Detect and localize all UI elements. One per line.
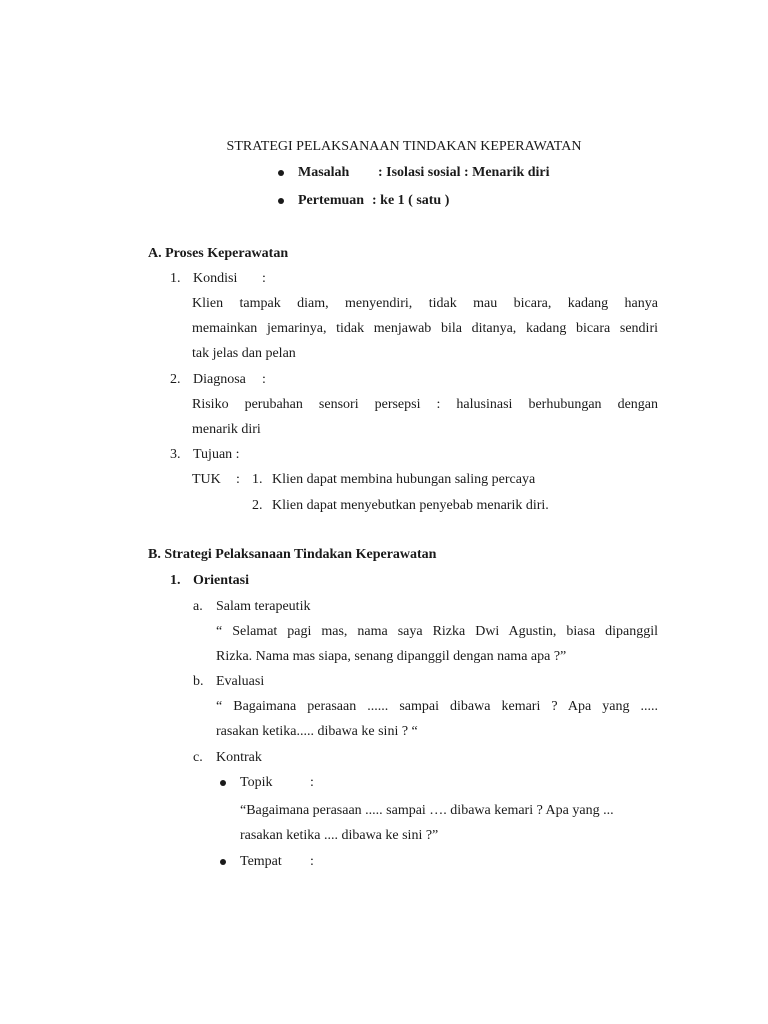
tempat-colon: : (310, 854, 314, 869)
bullet-icon (278, 170, 284, 176)
pertemuan-value: : ke 1 ( satu ) (372, 193, 450, 208)
kontrak-letter: c. (193, 750, 203, 765)
diagnosa-colon: : (262, 372, 266, 387)
salam-label: Salam terapeutik (216, 599, 311, 614)
topik-text-line: rasakan ketika .... dibawa ke sini ?” (240, 828, 439, 843)
kontrak-label: Kontrak (216, 750, 262, 765)
section-a-heading: A. Proses Keperawatan (148, 246, 289, 261)
tuk-label: TUK (192, 472, 221, 487)
tuk-item-number: 1. (252, 472, 263, 487)
evaluasi-letter: b. (193, 674, 204, 689)
orientasi-number: 1. (170, 573, 181, 588)
bullet-icon (220, 780, 226, 786)
bullet-icon (220, 859, 226, 865)
evaluasi-text-line: “ Bagaimana perasaan ...... sampai dibawa kemari ? Apa yang ..... (216, 699, 658, 714)
diagnosa-label: Diagnosa (193, 372, 246, 387)
salam-text-line: “ Selamat pagi mas, nama saya Rizka Dwi Agustin, biasa dipanggil (216, 624, 658, 639)
tuk-item: Klien dapat menyebutkan penyebab menarik diri. (272, 498, 549, 513)
kondisi-number: 1. (170, 271, 181, 286)
kondisi-label: Kondisi (193, 271, 238, 286)
tuk-item: Klien dapat membina hubungan saling percaya (272, 472, 536, 487)
diagnosa-text-line: Risiko perubahan sensori persepsi : halusinasi berhubungan dengan (192, 397, 658, 412)
masalah-label: Masalah (298, 165, 350, 180)
evaluasi-label: Evaluasi (216, 674, 265, 689)
kondisi-colon: : (262, 271, 266, 286)
pertemuan-label: Pertemuan (298, 193, 365, 208)
section-b-heading: B. Strategi Pelaksanaan Tindakan Keperawatan (148, 547, 437, 562)
tempat-label: Tempat (240, 854, 282, 869)
masalah-value: : Isolasi sosial : Menarik diri (378, 165, 550, 180)
page-title: STRATEGI PELAKSANAAN TINDAKAN KEPERAWATAN (226, 139, 582, 154)
salam-text-line: Rizka. Nama mas siapa, senang dipanggil dengan nama apa ?” (216, 649, 567, 664)
bullet-icon (278, 198, 284, 204)
salam-letter: a. (193, 599, 203, 614)
kondisi-text-line: tak jelas dan pelan (192, 346, 296, 361)
evaluasi-text-line: rasakan ketika..... dibawa ke sini ? “ (216, 724, 418, 739)
tujuan-number: 3. (170, 447, 181, 462)
diagnosa-number: 2. (170, 372, 181, 387)
kondisi-text-line: memainkan jemarinya, tidak menjawab bila ditanya, kadang bicara sendiri (192, 321, 658, 336)
topik-colon: : (310, 775, 314, 790)
topik-text-line: “Bagaimana perasaan ..... sampai …. dibawa kemari ? Apa yang ... (240, 803, 614, 818)
tujuan-label: Tujuan : (193, 447, 240, 462)
tuk-colon: : (236, 472, 240, 487)
diagnosa-text-line: menarik diri (192, 422, 261, 437)
orientasi-label: Orientasi (193, 573, 249, 588)
kondisi-text-line: Klien tampak diam, menyendiri, tidak mau bicara, kadang hanya (192, 296, 658, 311)
topik-label: Topik (240, 775, 273, 790)
tuk-item-number: 2. (252, 498, 263, 513)
